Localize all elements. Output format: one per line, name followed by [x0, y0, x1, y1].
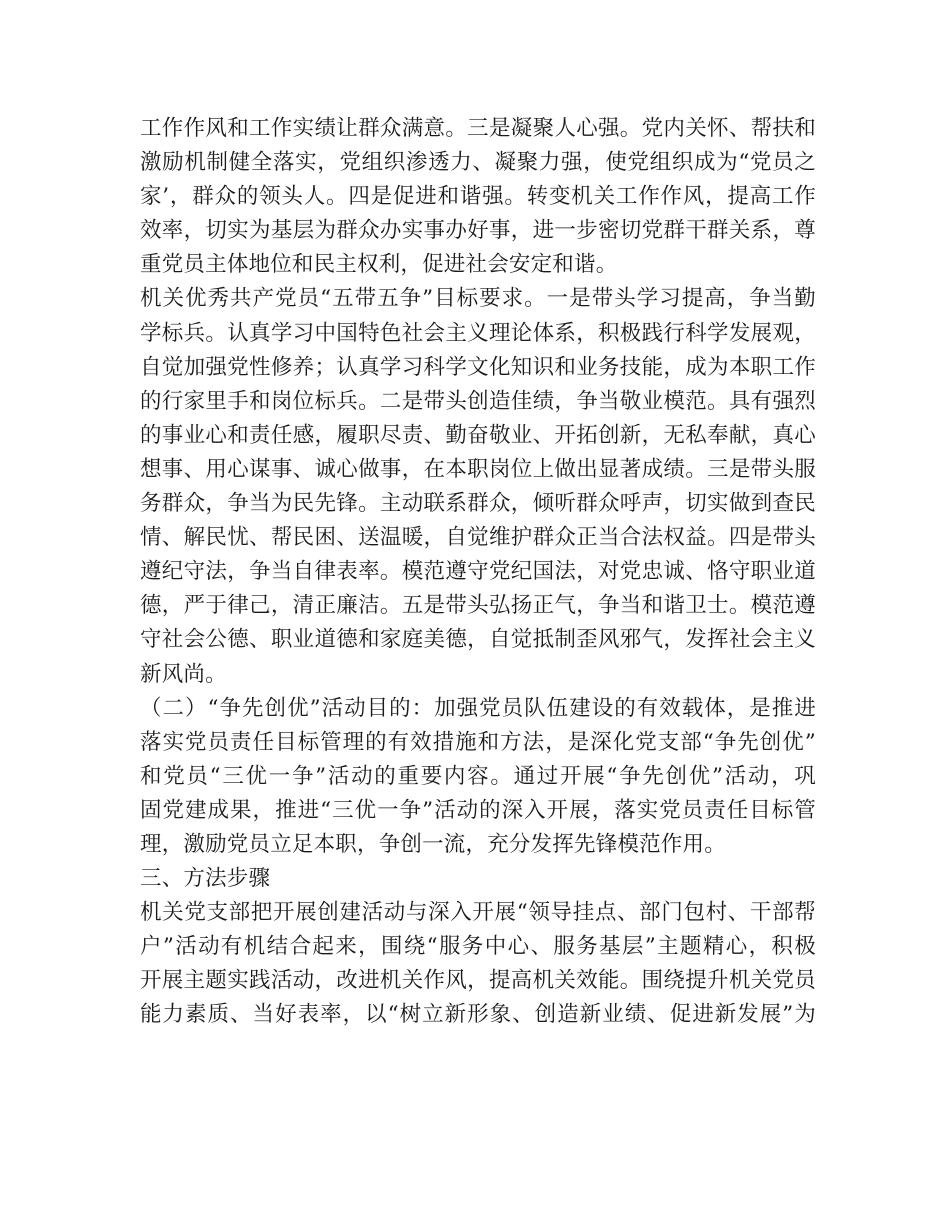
text-line: 守社会公德、职业道德和家庭美德，自觉抵制歪风邪气，发挥社会主义	[140, 627, 816, 653]
text-line: 想事、用心谋事、诚心做事，在本职岗位上做出显著成绩。三是带头服	[140, 456, 816, 482]
text-line: 遵纪守法，争当自律表率。模范遵守党纪国法，对党忠诚、恪守职业道	[140, 559, 816, 585]
text-line: （二）“争先创优”活动目的：加强党员队伍建设的有效载体，是推进	[140, 695, 816, 721]
text-line: 务群众，争当为民先锋。主动联系群众，倾听群众呼声，切实做到查民	[140, 491, 816, 517]
text-line: 能力素质、当好表率，以“树立新形象、创造新业绩、促进新发展”为	[140, 1002, 816, 1028]
text-line: 固党建成果，推进“三优一争”活动的深入开展，落实党员责任目标管	[140, 797, 816, 823]
document-page	[140, 112, 816, 1033]
text-line: 工作作风和工作实绩让群众满意。三是凝聚人心强。党内关怀、帮扶和	[140, 116, 816, 141]
text-line: 的行家里手和岗位标兵。二是带头创造佳绩，争当敬业模范。具有强烈	[140, 388, 816, 414]
text-line: 的事业心和责任感，履职尽责、勤奋敬业、开拓创新，无私奉献，真心	[140, 422, 816, 448]
text-line: 和党员“三优一争”活动的重要内容。通过开展“争先创优”活动，巩	[140, 763, 816, 789]
text-line: 户”活动有机结合起来，围绕“服务中心、服务基层”主题精心，积极	[140, 934, 816, 960]
text-line: 落实党员责任目标管理的有效措施和方法，是深化党支部“争先创优”	[140, 729, 816, 755]
text-line: 新风尚。	[140, 661, 227, 687]
text-line: 学标兵。认真学习中国特色社会主义理论体系，积极践行科学发展观，	[140, 320, 816, 346]
text-line: 机关党支部把开展创建活动与深入开展“领导挂点、部门包村、干部帮	[140, 900, 816, 926]
text-line: 重党员主体地位和民主权利，促进社会安定和谐。	[140, 252, 618, 278]
text-line: 三、方法步骤	[140, 866, 271, 892]
text-line: 激励机制健全落实，党组织渗透力、凝聚力强，使党组织成为“党员之	[140, 150, 816, 176]
text-line: 理，激励党员立足本职，争创一流，充分发挥先锋模范作用。	[140, 831, 726, 857]
text-line: 开展主题实践活动，改进机关作风，提高机关效能。围绕提升机关党员	[140, 968, 816, 994]
text-line: 效率，切实为基层为群众办实事办好事，进一步密切党群干群关系，尊	[140, 218, 816, 244]
text-line: 家’，群众的领头人。四是促进和谐强。转变机关工作作风，提高工作	[140, 184, 816, 210]
text-line: 德，严于律己，清正廉洁。五是带头弘扬正气，争当和谐卫士。模范遵	[140, 593, 816, 619]
text-line: 机关优秀共产党员“五带五争”目标要求。一是带头学习提高，争当勤	[140, 286, 816, 312]
text-line: 自觉加强党性修养；认真学习科学文化知识和业务技能，成为本职工作	[140, 354, 816, 380]
text-line: 情、解民忧、帮民困、送温暖，自觉维护群众正当合法权益。四是带头	[140, 525, 816, 551]
